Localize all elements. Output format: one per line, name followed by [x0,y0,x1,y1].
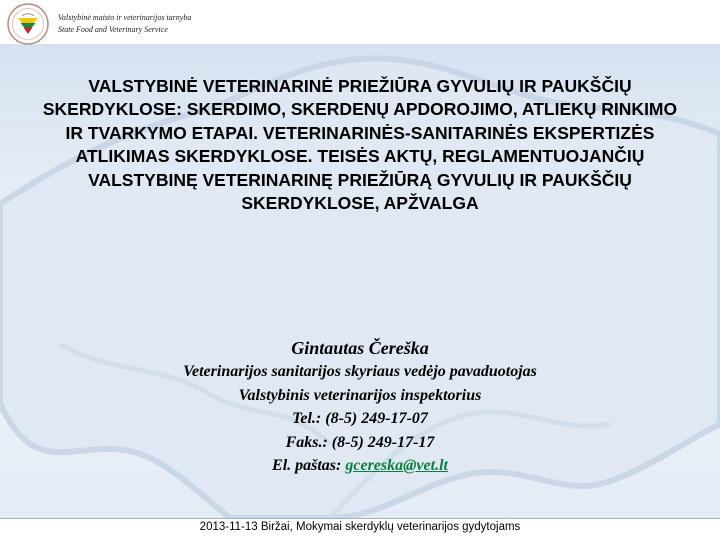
vmvt-emblem-icon [6,2,50,46]
author-phone: Tel.: (8-5) 249-17-07 [292,410,428,427]
slide-title: VALSTYBINĖ VETERINARINĖ PRIEŽIŪRA GYVULIŲ IR PAUKŠČIŲ SKERDYKLOSE: SKERDIMO, SKERDENŲ APDOROJIMO, ATLIEKŲ RINKIMO IR TVARKYMO ETAPAI. VETERINARINĖS-SANITARINĖS EKSPERTIZĖS ATLIKIMAS SKERDYKLOSE. TEISĖS AKTŲ, REGLAMENTUOJANČIŲ VALSTYBINĘ VETERINARINĘ PRIEŽIŪRĄ GYVULIŲ IR PAUKŠČIŲ SKERDYKLOSE, APŽVALGA [42,76,678,214]
slide-footer: 2013-11-13 Biržai, Mokymai skerdyklų veterinarijos gydytojams [199,521,521,533]
organization-name-lt: Valstybinė maisto ir veterinarijos tarnyba [58,13,192,22]
author-block [40,336,680,478]
author-role: Valstybinis veterinarijos inspektorius [238,386,482,404]
author-position: Veterinarijos sanitarijos skyriaus vedėjo pavaduotojas [183,363,537,380]
email-link[interactable]: gcereska@vet.lt [345,457,448,474]
header [0,0,720,44]
author-fax: Faks.: (8-5) 249-17-17 [285,433,435,451]
author-email-line [40,454,680,478]
organization-name-en: State Food and Veterinary Service [58,25,168,34]
email-label: El. paštas: [272,457,346,474]
footer-divider [0,518,720,519]
author-name: Gintautas Čereška [291,338,429,358]
